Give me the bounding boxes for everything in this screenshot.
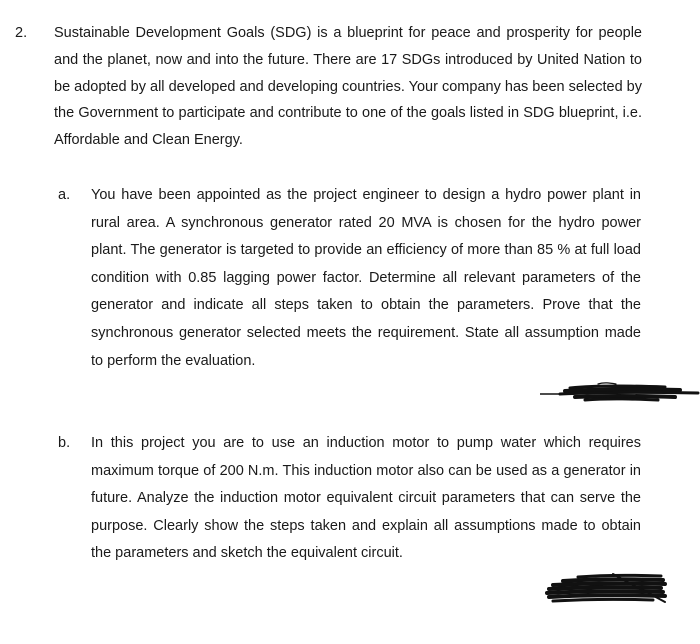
question-intro: Sustainable Development Goals (SDG) is a blueprint for peace and prosperity for people and the planet, now and into the future. There are 17 SDGs introduced by United Nation to be adopted by all developed and developing countries. Your company has been selected by the Government to participate and contribute to one of the goals listed in SDG blueprint, i.e. Affordable and Clean Energy. [54, 25, 642, 149]
redaction-scribble [543, 572, 668, 606]
part-b-label: b. [58, 435, 71, 451]
part-a-label: a. [58, 187, 71, 203]
part-a-text: You have been appointed as the project engineer to design a hydro power plant in rural area. A synchronous generator rated 20 MVA is chosen for the hydro power plant. The generator is targeted to provide an efficiency of more than 85 % at full load condition with 0.85 lagging power factor. Determine all relevant parameters of the generator and indicate all steps taken to obtain the parameters. Prove that the synchronous generator selected meets the requirement. State all assumption made to perform the evaluation. [91, 187, 641, 369]
part-b-text: In this project you are to use an induction motor to pump water which requires maximum torque of 200 N.m. This induction motor also can be used as a generator in future. Analyze the induction motor equivalent circuit parameters that can serve the purpose. Clearly show the steps taken and explain all assumptions made to obtain the parameters and sketch the equivalent circuit. [91, 435, 641, 562]
redaction-scribble [540, 376, 700, 406]
question-number: 2. [15, 25, 28, 41]
